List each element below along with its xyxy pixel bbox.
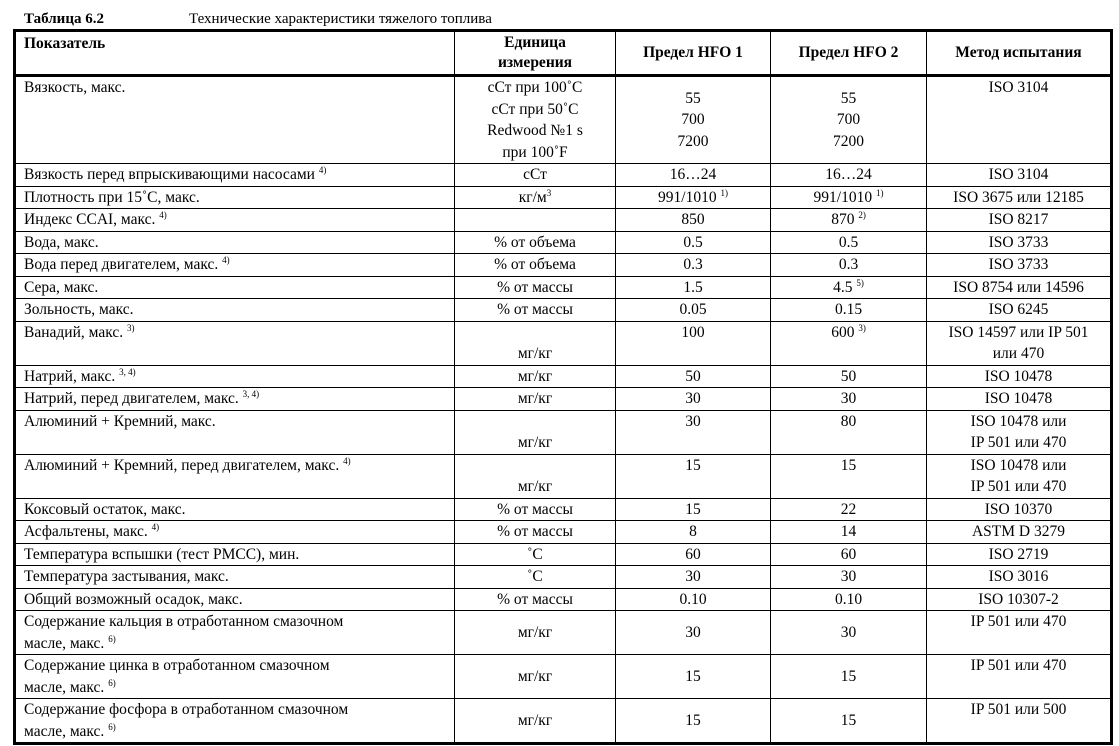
parameter-line: масле, макс. $^{6)}$ xyxy=(24,677,116,696)
cell-hfo2 xyxy=(771,388,927,411)
cell-hfo2 xyxy=(771,521,927,544)
method-text: ISO 2719 xyxy=(988,545,1049,563)
cell-hfo2 xyxy=(771,588,927,611)
footnote-ref: 3, 4) xyxy=(242,389,260,399)
table-row xyxy=(15,588,1112,611)
table-row xyxy=(15,321,1112,365)
table-row xyxy=(15,699,1112,744)
cell-hfo1 xyxy=(616,276,771,299)
footnote-ref: 2) xyxy=(858,210,866,220)
footnote-ref: 6) xyxy=(108,633,116,644)
parameter-line: Содержание кальция в отработанном смазочном xyxy=(24,613,344,630)
header-param: Показатель xyxy=(15,31,455,76)
cell-hfo2 xyxy=(771,321,927,365)
cell-method xyxy=(927,521,1112,544)
cell-hfo1 xyxy=(616,699,771,744)
parameter-text: Асфальтены, макс. xyxy=(24,523,148,540)
cell-hfo2 xyxy=(771,543,927,566)
parameter-line: масле, макс. $^{6)}$ xyxy=(24,633,116,652)
footnote-ref: 6) xyxy=(108,721,116,732)
cell-parameter xyxy=(15,365,455,388)
cell-unit xyxy=(455,410,616,454)
unit-text: % от массы xyxy=(497,590,573,608)
table-row xyxy=(15,365,1112,388)
cell-hfo1 xyxy=(616,388,771,411)
cell-parameter xyxy=(15,276,455,299)
hfo1-line: 700 xyxy=(681,111,705,129)
unit-text: мг/кг xyxy=(517,434,553,451)
cell-method xyxy=(927,76,1112,164)
cell-hfo1 xyxy=(616,321,771,365)
cell-hfo2 xyxy=(771,655,927,699)
method-text: ISO 3104 xyxy=(988,79,1049,96)
unit-line: Redwood №1 s xyxy=(487,122,583,139)
hfo1-value: 991/1010 xyxy=(658,188,717,206)
hfo2-value: 600 xyxy=(831,323,855,341)
method-text: ISO 8217 xyxy=(988,211,1049,228)
header-method: Метод испытания xyxy=(927,31,1112,76)
cell-method xyxy=(927,611,1112,655)
hfo2-value: 0.15 xyxy=(834,301,863,318)
cell-method xyxy=(927,209,1112,232)
cell-hfo1 xyxy=(616,498,771,521)
cell-hfo1 xyxy=(616,299,771,322)
hfo1-value: 50 xyxy=(685,367,701,385)
parameter-text: Температура застывания, макс. xyxy=(24,568,229,585)
cell-hfo2 xyxy=(771,365,927,388)
cell-parameter xyxy=(15,76,455,164)
method-line: ISO 14597 или IP 501 xyxy=(948,323,1089,341)
hfo1-value: 0.10 xyxy=(679,590,707,608)
cell-hfo1 xyxy=(616,186,771,209)
unit-text: мг/кг xyxy=(517,367,553,385)
parameter-text: Вода перед двигателем, макс. xyxy=(24,256,219,273)
hfo2-value: 4.5 xyxy=(833,278,853,296)
cell-hfo2 xyxy=(771,254,927,277)
unit-text: % от объема xyxy=(494,256,576,273)
cell-unit xyxy=(455,454,616,498)
cell-parameter xyxy=(15,299,455,322)
hfo1-value: 100 xyxy=(681,323,705,341)
hfo1-value: 16…24 xyxy=(669,166,717,183)
unit-text: мг/кг xyxy=(517,478,553,495)
cell-unit xyxy=(455,254,616,277)
table-row xyxy=(15,276,1112,299)
method-line: IP 501 или 470 xyxy=(970,478,1067,495)
unit-line: при 100˚F xyxy=(502,143,568,161)
table-row xyxy=(15,521,1112,544)
hfo2-value: 15 xyxy=(840,456,857,474)
cell-hfo2 xyxy=(771,454,927,498)
cell-unit xyxy=(455,388,616,411)
cell-method xyxy=(927,699,1112,744)
header-hfo2: Предел HFO 2 xyxy=(771,31,927,76)
cell-unit xyxy=(455,566,616,589)
method-text: ASTM D 3279 xyxy=(971,523,1065,540)
footnote-ref: 6) xyxy=(108,677,116,688)
hfo2-value: 0.3 xyxy=(838,256,859,273)
hfo1-value: 1.5 xyxy=(683,278,703,296)
parameter-text: Вода, макс. xyxy=(24,233,99,251)
hfo2-value: 991/1010 xyxy=(813,188,873,206)
parameter-text: Вязкость перед впрыскивающими насосами xyxy=(24,166,315,183)
hfo2-value: 60 xyxy=(840,545,857,563)
hfo2-line: 700 xyxy=(836,111,861,129)
hfo2-value: 15 xyxy=(840,711,857,729)
footnote-ref: 3) xyxy=(126,322,135,333)
cell-method xyxy=(927,321,1112,365)
unit-text: % от массы xyxy=(497,523,573,540)
parameter-line: Содержание фосфора в отработанном смазочном xyxy=(24,701,349,718)
cell-parameter xyxy=(15,588,455,611)
table-row xyxy=(15,388,1112,411)
cell-parameter xyxy=(15,254,455,277)
hfo1-value: 30 xyxy=(685,412,701,430)
method-text: ISO 3733 xyxy=(988,256,1049,273)
hfo2-value: 30 xyxy=(840,568,857,585)
cell-unit xyxy=(455,611,616,655)
method-line: или 470 xyxy=(992,345,1045,362)
hfo1-value: 60 xyxy=(685,545,701,563)
parameter-text: Алюминий + Кремний, макс. xyxy=(24,412,216,430)
cell-hfo2 xyxy=(771,231,927,254)
method-text: ISO 10370 xyxy=(984,500,1053,518)
table-row xyxy=(15,164,1112,187)
method-line: ISO 10478 или xyxy=(970,456,1067,474)
unit-text: ˚C xyxy=(527,568,543,585)
unit-text: % от массы xyxy=(497,500,573,518)
header-hfo1: Предел HFO 1 xyxy=(616,31,771,76)
parameter-text: Натрий, перед двигателем, макс. xyxy=(24,390,239,407)
cell-hfo1 xyxy=(616,231,771,254)
hfo2-value: 870 xyxy=(831,211,855,228)
table-row xyxy=(15,543,1112,566)
cell-hfo1 xyxy=(616,454,771,498)
parameter-text: Температура вспышки (тест PMCC), мин. xyxy=(24,545,300,563)
parameter-text: Индекс CCAI, макс. xyxy=(24,211,156,228)
unit-text: мг/кг xyxy=(517,390,553,407)
hfo2-value: 30 xyxy=(840,390,857,407)
cell-method xyxy=(927,231,1112,254)
cell-method xyxy=(927,299,1112,322)
footnote-ref: 4) xyxy=(151,522,160,532)
method-text: ISO 8754 или 14596 xyxy=(953,278,1084,296)
method-text: ISO 3733 xyxy=(988,233,1049,251)
cell-hfo1 xyxy=(616,209,771,232)
cell-unit xyxy=(455,655,616,699)
cell-method xyxy=(927,588,1112,611)
unit-line: сСт при 100˚C xyxy=(487,79,583,96)
hfo2-value: 80 xyxy=(840,412,857,430)
unit-text: мг/кг xyxy=(517,667,553,685)
parameter-text: Общий возможный осадок, макс. xyxy=(24,590,243,608)
table-row xyxy=(15,498,1112,521)
method-text: ISO 6245 xyxy=(988,301,1049,318)
fuel-spec-table xyxy=(13,29,1113,745)
cell-unit xyxy=(455,231,616,254)
cell-unit xyxy=(455,521,616,544)
cell-parameter xyxy=(15,164,455,187)
cell-unit xyxy=(455,365,616,388)
cell-hfo2 xyxy=(771,566,927,589)
hfo1-value: 0.05 xyxy=(679,301,707,318)
unit-text: % от массы xyxy=(497,278,573,296)
hfo1-value: 15 xyxy=(685,711,701,729)
cell-method xyxy=(927,498,1112,521)
hfo1-value: 30 xyxy=(685,568,701,585)
hfo2-line: 55 xyxy=(840,89,857,107)
table-row xyxy=(15,76,1112,164)
cell-hfo2 xyxy=(771,410,927,454)
hfo1-line: 7200 xyxy=(677,132,709,150)
cell-parameter xyxy=(15,566,455,589)
cell-method xyxy=(927,454,1112,498)
unit-text: мг/кг xyxy=(517,711,553,729)
table-number: Таблица 6.2 xyxy=(24,11,104,27)
unit-line: сСт при 50˚C xyxy=(491,100,579,118)
cell-hfo1 xyxy=(616,566,771,589)
table-row xyxy=(15,655,1112,699)
table-body xyxy=(15,76,1112,744)
cell-method xyxy=(927,164,1112,187)
cell-unit xyxy=(455,588,616,611)
header-row xyxy=(15,31,1112,76)
footnote-ref: 4) xyxy=(318,165,327,175)
cell-unit xyxy=(455,76,616,164)
parameter-line: Содержание цинка в отработанном смазочном xyxy=(24,657,330,674)
footnote-ref: 4) xyxy=(343,455,351,466)
cell-method xyxy=(927,388,1112,411)
method-line: IP 501 или 470 xyxy=(970,434,1067,451)
parameter-text: Натрий, макс. xyxy=(24,367,116,385)
unit-exponent: 3 xyxy=(546,187,552,198)
parameter-text: Сера, макс. xyxy=(24,278,99,296)
cell-unit xyxy=(455,699,616,744)
table-row xyxy=(15,186,1112,209)
unit-text: мг/кг xyxy=(517,623,553,641)
parameter-line: масле, макс. $^{6)}$ xyxy=(24,721,116,740)
hfo1-value: 0.5 xyxy=(683,233,703,251)
table-row xyxy=(15,254,1112,277)
footnote-ref: 4) xyxy=(159,210,167,220)
cell-hfo1 xyxy=(616,254,771,277)
cell-hfo2 xyxy=(771,498,927,521)
header-unit-line-2: измерения xyxy=(497,54,573,71)
hfo1-line: 55 xyxy=(685,89,701,107)
table-row xyxy=(15,299,1112,322)
cell-method xyxy=(927,566,1112,589)
hfo2-value: 0.10 xyxy=(834,590,863,608)
cell-method xyxy=(927,410,1112,454)
cell-hfo2 xyxy=(771,699,927,744)
hfo2-value: 22 xyxy=(840,500,857,518)
cell-hfo2 xyxy=(771,186,927,209)
header-unit-line-1: Единица xyxy=(504,34,566,51)
footnote-ref: 5) xyxy=(856,277,864,288)
cell-hfo1 xyxy=(616,543,771,566)
table-row xyxy=(15,410,1112,454)
hfo1-value: 0.3 xyxy=(683,256,703,273)
parameter-text: Ванадий, макс. xyxy=(24,323,124,341)
cell-hfo1 xyxy=(616,655,771,699)
cell-parameter xyxy=(15,454,455,498)
footnote-ref: 3, 4) xyxy=(119,366,136,377)
cell-hfo2 xyxy=(771,611,927,655)
cell-parameter xyxy=(15,498,455,521)
table-row xyxy=(15,454,1112,498)
parameter-text: Коксовый остаток, макс. xyxy=(24,500,186,518)
cell-hfo1 xyxy=(616,164,771,187)
hfo1-value: 8 xyxy=(689,523,697,540)
cell-parameter xyxy=(15,543,455,566)
hfo1-value: 30 xyxy=(685,623,701,641)
cell-hfo2 xyxy=(771,76,927,164)
unit-text: мг/кг xyxy=(517,345,553,362)
hfo1-value: 15 xyxy=(685,500,701,518)
method-text: ISO 3104 xyxy=(988,166,1049,183)
footnote-ref: 1) xyxy=(720,187,728,198)
cell-hfo1 xyxy=(616,588,771,611)
cell-parameter xyxy=(15,699,455,744)
table-row xyxy=(15,231,1112,254)
cell-unit xyxy=(455,209,616,232)
hfo1-value: 850 xyxy=(681,211,705,228)
cell-hfo1 xyxy=(616,365,771,388)
cell-unit xyxy=(455,498,616,521)
cell-parameter xyxy=(15,521,455,544)
cell-method xyxy=(927,543,1112,566)
cell-parameter xyxy=(15,321,455,365)
cell-method xyxy=(927,186,1112,209)
cell-hfo2 xyxy=(771,209,927,232)
table-row xyxy=(15,566,1112,589)
method-text: IP 501 или 470 xyxy=(970,613,1067,630)
cell-parameter xyxy=(15,388,455,411)
hfo1-value: 15 xyxy=(685,456,701,474)
cell-hfo2 xyxy=(771,276,927,299)
table-title: Технические характеристики тяжелого топлива xyxy=(189,11,492,27)
table-caption xyxy=(24,9,492,29)
hfo2-value: 14 xyxy=(840,523,857,540)
cell-method xyxy=(927,254,1112,277)
cell-parameter xyxy=(15,186,455,209)
method-text: ISO 3675 или 12185 xyxy=(953,188,1084,206)
table-row xyxy=(15,209,1112,232)
header-unit xyxy=(455,31,616,76)
cell-parameter xyxy=(15,611,455,655)
table-row xyxy=(15,611,1112,655)
cell-method xyxy=(927,365,1112,388)
cell-method xyxy=(927,276,1112,299)
hfo1-value: 15 xyxy=(685,667,701,685)
method-line: ISO 10478 или xyxy=(970,412,1067,430)
unit-text: сСт xyxy=(523,166,547,183)
cell-hfo1 xyxy=(616,76,771,164)
footnote-ref: 4) xyxy=(222,255,230,265)
cell-hfo2 xyxy=(771,164,927,187)
parameter-text: Плотность при 15˚C, макс. xyxy=(24,188,200,206)
parameter-text: Вязкость, макс. xyxy=(24,79,126,96)
cell-unit xyxy=(455,543,616,566)
cell-unit xyxy=(455,299,616,322)
method-text: IP 501 или 500 xyxy=(970,701,1067,718)
parameter-text: Зольность, макс. xyxy=(24,301,134,318)
cell-hfo1 xyxy=(616,410,771,454)
cell-unit xyxy=(455,321,616,365)
method-text: ISO 10307-2 xyxy=(978,590,1059,608)
cell-unit xyxy=(455,164,616,187)
hfo2-line: 7200 xyxy=(833,132,864,150)
hfo2-value: 16…24 xyxy=(825,166,872,183)
cell-hfo2 xyxy=(771,299,927,322)
cell-parameter xyxy=(15,231,455,254)
cell-hfo1 xyxy=(616,521,771,544)
cell-unit xyxy=(455,276,616,299)
method-text: IP 501 или 470 xyxy=(970,657,1067,674)
hfo2-value: 50 xyxy=(840,367,857,385)
unit-text: % от объема xyxy=(494,233,576,251)
method-text: ISO 10478 xyxy=(984,390,1053,407)
unit-text: ˚C xyxy=(527,545,543,563)
cell-parameter xyxy=(15,655,455,699)
cell-parameter xyxy=(15,410,455,454)
unit-text: % от массы xyxy=(497,301,573,318)
cell-method xyxy=(927,655,1112,699)
parameter-text: Алюминий + Кремний, перед двигателем, макс. xyxy=(24,456,340,474)
footnote-ref: 3) xyxy=(858,322,866,333)
hfo1-value: 30 xyxy=(685,390,701,407)
method-text: ISO 3016 xyxy=(988,568,1049,585)
cell-hfo1 xyxy=(616,611,771,655)
footnote-ref: 1) xyxy=(875,187,884,198)
cell-parameter xyxy=(15,209,455,232)
method-text: ISO 10478 xyxy=(984,367,1053,385)
hfo2-value: 0.5 xyxy=(838,233,859,251)
hfo2-value: 15 xyxy=(840,667,857,685)
cell-unit xyxy=(455,186,616,209)
unit-text: кг/м xyxy=(518,188,547,206)
hfo2-value: 30 xyxy=(840,623,857,641)
